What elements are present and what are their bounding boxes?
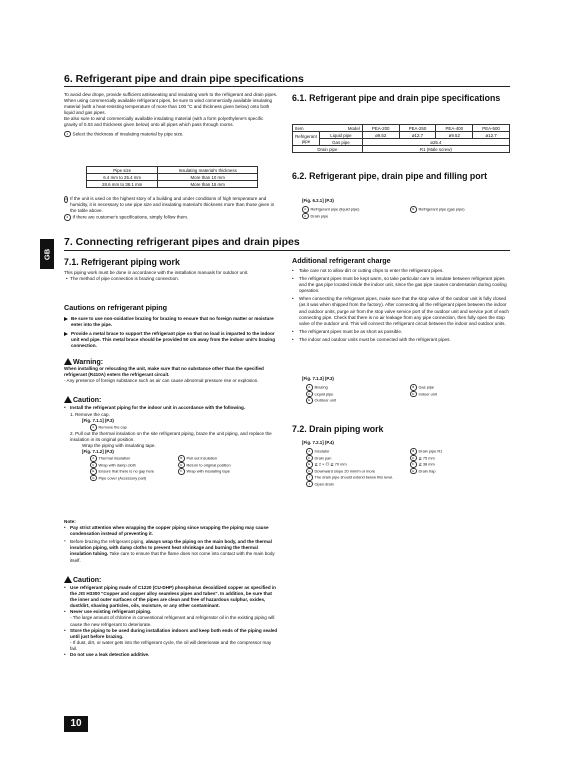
table-cell: Liquid pipe <box>320 132 363 139</box>
list-item: • Use refrigerant piping made of C1220 (CU-DHP) phosphorus deoxidized copper as specified in the JIS H3300 "Copper and copper alloy seamless pipes and tubes". In addition, be sure that the inner and outer surfaces of the pipes are clean and free of hazardous sulphur, oxides, dust/dirt, shaving particles, oils, moisture, or any other contaminant. <box>64 585 276 609</box>
section-7-2-title: 7.2. Drain piping work <box>292 424 384 434</box>
section-7-title: 7. Connecting refrigerant pipes and drain pipes <box>64 236 300 248</box>
table-cell: More than 15 mm <box>158 181 258 188</box>
language-tab: GB <box>40 239 54 269</box>
list-item: • The refrigerant pipes must be kept warm, so take particular care to insulate between refrigerant pipes and the gas pipe located inside the indoor unit, since the gas pipe causes condensation during cooling operation. <box>292 276 507 294</box>
table-cell: ø9.52 <box>436 132 473 139</box>
warning-heading: Warning: <box>64 358 103 366</box>
section-7-1-title: 7.1. Refrigerant piping work <box>64 257 180 267</box>
table-cell: R1 (Male screw) <box>362 146 509 153</box>
pipe-spec-table <box>292 124 510 153</box>
warning-body: When installing or relocating the unit, make sure that no substance other than the specified refrigerant (R410A) enters the refrigerant circuit. - Any presence of foreign substance such as air can cause abnormal pressure rise or explosion. <box>64 366 264 384</box>
fig-7-1-1-legend: A Remove the cap <box>90 424 278 431</box>
section-6-rule <box>64 86 510 87</box>
table-cell: 28.6 mm to 38.1 mm <box>87 181 158 188</box>
caution-body-2: • Use refrigerant piping made of C1220 (CU-DHP) phosphorus deoxidized copper as specified in the JIS H3300 "Copper and copper alloy seamless pipes and tubes". In addition, be sure that the inner and outer surfaces of the pipes are clean and free of hazardous sulphur, oxides, dust/dirt, shaving particles, oils, moisture, or any other contaminant. • Never use existing refrigerant piping. - The large amount of chlorine in conventional refrigerant and refrigerator oil in the existing piping will cause the new refrigerant to deteriorate. • Store the piping to be used during installation indoors and keep both ends of the piping sealed until just before brazing. - If dust, dirt, or water gets into the refrigerant cycle, the oil will deteriorate and the compressor may fail. • Do not use a leak detection additive. <box>64 585 278 658</box>
section-6-title: 6. Refrigerant pipe and drain pipe specifications <box>64 73 304 85</box>
fig-7-1-2-label: [Fig. 7.1.2] (P.3) <box>82 449 114 455</box>
table-cell: Drain pipe <box>293 146 363 153</box>
fig-7-1-1-label: [Fig. 7.1.1] (P.3) <box>82 418 114 424</box>
section-6-notes <box>64 196 278 221</box>
paragraph: To avoid dew drope, provide sufficient antisweating and insulating work to the refrigerant and drain pipes. <box>64 92 278 97</box>
fig-7-1-3-label: [Fig. 7.1.3] (P.3) <box>302 376 334 381</box>
list-item: * Before brazing the refrigerant piping, always wrap the piping on the main body, and the thermal insulation piping, with damp cloths to prevent heat shrinkage and burning the thermal insulation tubing. Take care to ensure that the flame does not come into contact with the main body itself. <box>64 539 275 563</box>
table-cell: 6.4 mm to 25.4 mm <box>87 174 158 181</box>
list-item: • Take care not to allow dirt or cutting chips to enter the refrigerant pipes. <box>292 268 444 273</box>
fig-7-2-1-label: [Fig. 7.2.1] (P.4) <box>302 440 334 445</box>
fig-7-2-1-legend: A Insulator B Drain pipe R1 C Drain pan D ≧ 75 mm E ≧ 2 × Ⓗ ≧ 70 mm F ≧ 38 mm G Downward slope 20 mm/m or more H Drain trap I The drain pipe should extend below this level. J Open drain <box>306 448 506 487</box>
section-7-rule <box>64 250 510 251</box>
list-item: Be sure to use non-oxidative brazing for brazing to ensure that no foreign matter or moisture enter into the pipe. <box>64 316 278 328</box>
section-7-1-body <box>64 270 278 282</box>
caution-heading: Caution: <box>64 396 101 404</box>
step-2: 2. Pull out the thermal insulation on the site refrigerant piping, braze the unit piping, and replace the insulation in its original position. <box>70 430 272 442</box>
table-cell: Refrigerant pipe <box>293 132 320 146</box>
fig-7-1-2-legend: A Thermal insulation B Pull out insulation C Wrap with damp cloth D Return to original position E Ensure that there is no gap here F Wrap with insulating tape G Pipe cover (Accessory part) <box>90 455 278 481</box>
paragraph: When using commercially available refrigerant pipes, be sure to wind commercially available insulating material (with a heat-resisting temperature of more than 100 °C and thickness given below) onto both liquid and gas pipes. <box>64 98 273 116</box>
note-3: 3 If there are customer's specifications, simply follow them. <box>64 214 278 221</box>
caution-icon <box>64 576 72 583</box>
list-item: Provide a metal brace to support the refrigerant pipe so that no load is imparted to the indoor unit end pipe. This metal brace should be provided 50 cm away from the indoor unit's brazing connection. <box>64 331 278 349</box>
list-item: • Store the piping to be used during installation indoors and keep both ends of the piping sealed until just before brazing. <box>64 627 278 639</box>
cautions-list <box>64 316 278 349</box>
additional-charge-list <box>292 268 510 343</box>
table-header: PEA-400 <box>436 125 473 132</box>
list-item: • Never use existing refrigerant piping. <box>64 609 152 615</box>
list-item: • When connecting the refrigerant pipes, make sure that the stop valve of the outdoor unit is fully closed (as it was when shipped from the factory). After connecting all the refrigerant pipes between the indoor and outdoor units, purge air from the stop valve service port of the outdoor unit and service port of each connecting pipe. Check that there is no air leakage from any pipe connection, then fully open the stop valve of the outdoor unit. This will connect the refrigerant circuit between the indoor and outdoor units. <box>292 296 509 326</box>
cautions-heading: Cautions on refrigerant piping <box>64 303 168 312</box>
warning-icon <box>64 358 72 365</box>
list-item: • Install the refrigerant piping for the indoor unit in accordance with the following. <box>64 405 246 410</box>
insulation-table <box>86 166 258 188</box>
additional-charge-heading: Additional refrigerant charge <box>292 256 391 265</box>
note-2: 2 If the unit is used on the highest story of a building and under conditions of high temperature and humidity, it is necessary to use pipe size and insulating material's thickness more than those given in the table above. <box>65 196 275 214</box>
section-6-1-title: 6.1. Refrigerant pipe and drain pipe specifications <box>292 93 501 103</box>
list-item: • The indoor and outdoor units must be connected with the refrigerant pipes. <box>292 336 451 342</box>
caution-icon <box>64 396 72 403</box>
section-6-left-text <box>64 92 278 137</box>
caution-heading-2: Caution: <box>64 576 101 584</box>
list-item: • The method of pipe connection is brazing connection. <box>66 276 179 282</box>
list-item: • Pay strict attention when wrapping the copper piping since wrapping the piping may cause condensation instead of preventing it. <box>64 525 269 537</box>
table-header: PEA-500 <box>473 125 510 132</box>
list-item: • Do not use a leak detection additive. <box>64 652 150 658</box>
table-cell: ø12.7 <box>473 132 510 139</box>
note-block: Note: • Pay strict attention when wrapping the copper piping since wrapping the piping may cause condensation instead of preventing it. * Before brazing the refrigerant piping, always wrap the piping on the main body, and the thermal insulation piping, with damp cloths to prevent heat shrinkage and burning the thermal insulation tubing. Take care to ensure that the flame does not come into contact with the main body itself. <box>64 519 278 564</box>
caution-body <box>64 405 278 481</box>
section-6-2-title: 6.2. Refrigerant pipe, drain pipe and filling port <box>292 171 488 181</box>
table-cell: ø12.7 <box>399 132 436 139</box>
paragraph: Be also sure to wind commercially available insulating material (with a form polyethylene's specific gravity of 0.03 and thickness given below) onto all pipes which pass through rooms. <box>64 116 264 128</box>
table-header: Pipe size <box>87 167 158 174</box>
list-item: • The refrigerant pipes must be as short as possible. <box>292 328 403 334</box>
note-1: 1 Select the thickness of insulating material by pipe size. <box>64 131 278 138</box>
table-header: PEA-250 <box>399 125 436 132</box>
fig-7-1-3-legend: A Brazing B Gas pipe C Liquid pipe D Indoor unit E Outdoor unit <box>306 384 506 404</box>
table-cell: Gas pipe <box>320 139 363 146</box>
fig-6-2-1-legend: A Refrigerant pipe (liquid pipe) B Refrigerant pipe (gas pipe) C Drain pipe <box>302 206 502 219</box>
page-number: 10 <box>64 716 88 732</box>
table-header: PEA-200 <box>362 125 399 132</box>
table-cell: ø25.4 <box>362 139 509 146</box>
fig-6-2-1-label: [Fig. 6.2.1] (P.3) <box>302 198 334 203</box>
table-cell: ø9.52 <box>362 132 399 139</box>
table-header: Item Model <box>293 125 363 132</box>
table-cell: More than 10 mm <box>158 174 258 181</box>
step-1: 1. Remove the cap. <box>70 412 110 418</box>
table-header: Insulating material's thickness <box>158 167 258 174</box>
step-2b: Wrap the piping with insulating tape. <box>82 442 156 448</box>
paragraph: This piping work must be done in accordance with the installation manuals for outdoor unit. <box>64 270 249 275</box>
